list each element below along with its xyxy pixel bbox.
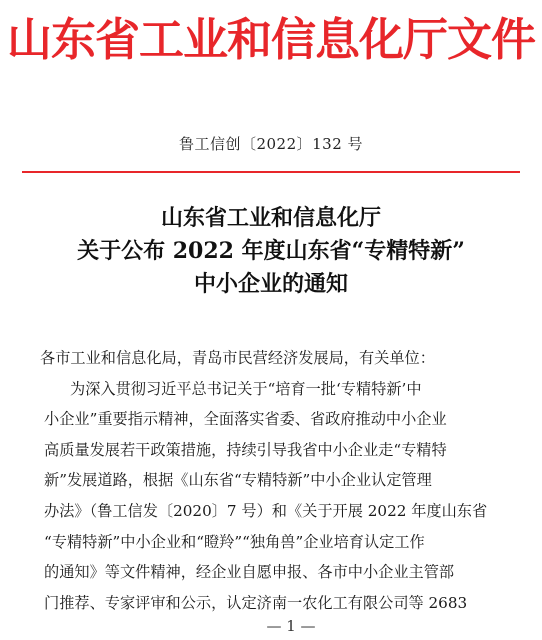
body-line: 的通知》等文件精神，经企业自愿申报、各市中小企业主管部 (44, 563, 455, 582)
body-line: 为深入贯彻习近平总书记关于“培育一批‘专精特新’中 (70, 379, 422, 398)
document-body (40, 343, 510, 618)
document-number: 鲁工信创〔2022〕132 号 (178, 135, 364, 153)
body-line: “专精特新”中小企业和“瞪羚”“独角兽”企业培育认定工作 (44, 532, 425, 551)
body-line: 办法》（鲁工信发〔2020〕7 号）和《关于开展 2022 年度山东省 (44, 501, 488, 520)
issuer-header: 山东省工业和信息化厅文件 (6, 13, 535, 66)
body-line: 新”发展道路，根据《山东省“专精特新”中小企业认定管理 (44, 471, 432, 490)
title-line-2: 关于公布 2022 年度山东省“专精特新” (77, 238, 465, 264)
title-line-1: 山东省工业和信息化厅 (160, 205, 381, 231)
red-separator-line (22, 171, 520, 173)
body-line: 高质量发展若干政策措施，持续引导我省中小企业走“专精特 (44, 440, 447, 459)
page-number: — 1 — (266, 617, 316, 635)
body-line: 门推荐、专家评审和公示，认定济南一农化工有限公司等 2683 (44, 593, 468, 612)
body-line: 小企业”重要指示精神，全面落实省委、省政府推动中小企业 (44, 410, 447, 429)
document-title (0, 202, 542, 301)
addressee: 各市工业和信息化局，青岛市民营经济发展局，有关单位： (40, 349, 435, 367)
title-line-3: 中小企业的通知 (193, 271, 348, 297)
